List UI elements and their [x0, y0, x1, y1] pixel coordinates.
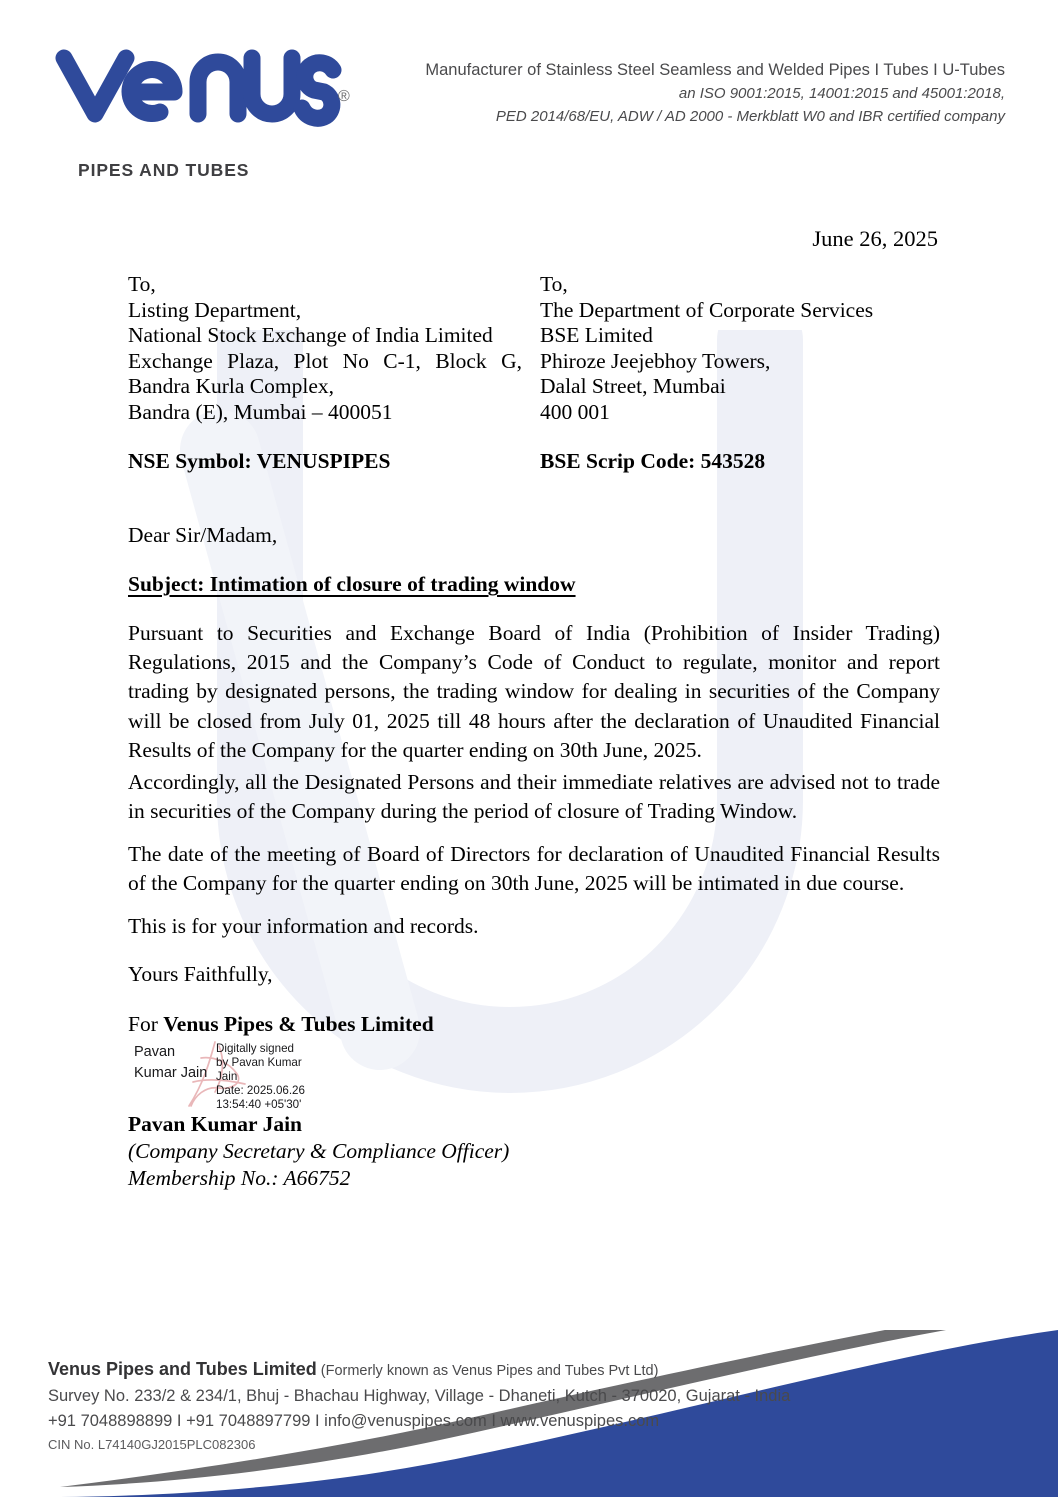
company-logo — [48, 42, 350, 180]
addressee-line: Dalal Street, Mumbai — [540, 374, 726, 399]
signer-name: Pavan Kumar Jain — [128, 1112, 303, 1136]
digital-signature-stamp — [131, 1040, 431, 1112]
addressee-line: To, — [540, 272, 568, 296]
signer-membership-number: Membership No.: A66752 — [128, 1166, 351, 1190]
registered-trademark-icon: ® — [338, 88, 350, 105]
subject-line: Subject: Intimation of closure of trading window — [128, 572, 576, 596]
signer-designation: (Company Secretary & Compliance Officer) — [128, 1139, 510, 1163]
paragraph-accordingly: Accordingly, all the Designated Persons and their immediate relatives are advised not to trade in securities of the Company during the period of closure of Trading Window. — [128, 770, 940, 824]
addressee-line: 400 001 — [540, 399, 610, 424]
header-ped-line: PED 2014/68/EU, ADW / AD 2000 - Merkblatt W0 and IBR certified company — [495, 108, 1005, 125]
addressee-line: Bandra (E), Mumbai – 400051 — [128, 399, 393, 424]
addressee-line: BSE Limited — [540, 323, 653, 348]
letter-date: June 26, 2025 — [812, 226, 938, 251]
bse-scrip-code: BSE Scrip Code: 543528 — [540, 449, 766, 473]
footer-contact: +91 7048898899 I +91 7048897799 I info@venuspipes.com I www.venuspipes.com — [48, 1412, 660, 1430]
company-name-bold: Venus Pipes & Tubes Limited — [163, 1012, 434, 1036]
paragraph-information: This is for your information and records. — [128, 914, 479, 938]
stamp-name-text: Pavan Kumar Jain — [134, 1044, 208, 1081]
addressee-bse — [540, 272, 950, 426]
stamp-meta-line: 13:54:40 +05'30' — [216, 1098, 302, 1112]
addressee-nse — [128, 272, 528, 426]
salutation: Dear Sir/Madam, — [128, 523, 278, 547]
addressee-line: Listing Department, — [128, 297, 302, 322]
footer-address: Survey No. 233/2 & 234/1, Bhuj - Bhachau Highway, Village - Dhaneti, Kutch - 370020, Gujarat - India — [48, 1387, 791, 1405]
letterhead-footer — [0, 1330, 1058, 1497]
addressee-line: Exchange Plaza, Plot No C-1, Block G, — [128, 348, 522, 373]
footer-company-name-line — [48, 1356, 790, 1384]
header-certification-text — [400, 58, 1005, 128]
paragraph-closing: Yours Faithfully, — [128, 962, 273, 986]
letterhead-header — [0, 0, 1058, 180]
paragraph-pursuant: Pursuant to Securities and Exchange Board of India (Prohibition of Insider Trading) Regulations, 2015 and the Company’s Code of Conduct to regulate, monitor and report trading by designated persons, the trading window for dealing in securities of the Company will be closed from July 01, 2025 till 48 hours after the declaration of Unaudited Financial Results of the Company for the quarter ending on 30th June, 2025. — [128, 621, 940, 762]
logo-tagline: PIPES AND TUBES — [78, 160, 250, 180]
venus-wordmark-icon — [48, 42, 348, 128]
paragraph-board-meeting: The date of the meeting of Board of Directors for declaration of Unaudited Financial Results of the Company for the quarter ending on 30th June, 2025 will be intimated in due course. — [128, 842, 940, 896]
stamp-meta-line: Digitally signed — [216, 1042, 294, 1055]
addressee-line: The Department of Corporate Services — [540, 297, 874, 322]
stamp-meta-line: Jain — [216, 1070, 238, 1084]
footer-former-name: (Formerly known as Venus Pipes and Tubes Pvt Ltd) — [316, 1363, 659, 1379]
header-manufacturer-line: Manufacturer of Stainless Steel Seamless and Welded Pipes I Tubes I U-Tubes — [425, 61, 1005, 79]
footer-company-name: Venus Pipes and Tubes Limited — [48, 1359, 317, 1379]
stamp-meta-line: by Pavan Kumar — [216, 1056, 302, 1070]
addressee-line: To, — [128, 272, 156, 296]
for-company-line — [128, 1010, 434, 1038]
stamp-meta-line: Date: 2025.06.26 — [216, 1084, 305, 1098]
addressee-line: Bandra Kurla Complex, — [128, 374, 334, 399]
for-prefix: For — [128, 1012, 164, 1036]
footer-company-details — [48, 1356, 790, 1456]
header-iso-line: an ISO 9001:2015, 14001:2015 and 45001:2018, — [678, 85, 1005, 102]
signature-stamp-name — [134, 1042, 214, 1083]
addressee-line: Phiroze Jeejebhoy Towers, — [540, 348, 771, 373]
nse-symbol: NSE Symbol: VENUSPIPES — [128, 449, 391, 473]
signature-stamp-metadata — [216, 1042, 396, 1112]
addressee-line: National Stock Exchange of India Limited — [128, 323, 493, 348]
footer-cin: CIN No. L74140GJ2015PLC082306 — [48, 1437, 256, 1452]
